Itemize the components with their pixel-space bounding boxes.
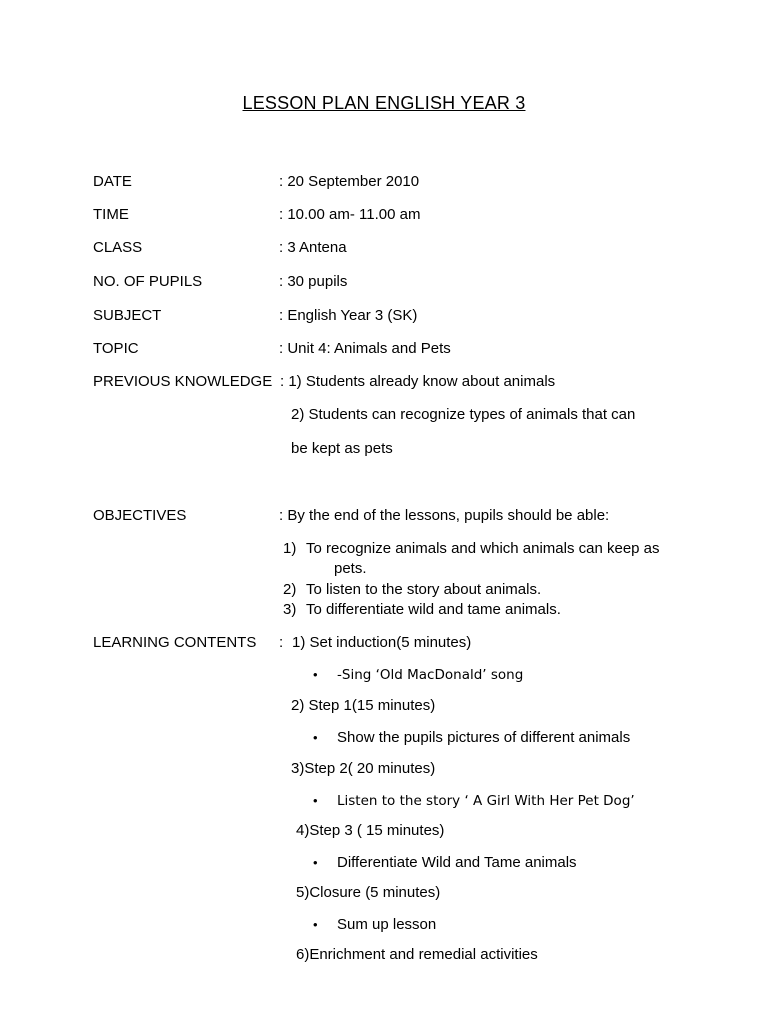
previous-knowledge-line-1: : 1) Students already know about animals [280,373,556,390]
field-label-subject: SUBJECT [93,307,162,324]
step-bullet: Listen to the story ‘ A Girl With Her Pet Dog’ [337,793,635,809]
field-label-date: DATE [93,173,132,190]
bullet-icon: • [313,730,318,745]
field-value-subject: : English Year 3 (SK) [279,307,418,324]
step-bullet: Sum up lesson [337,916,437,933]
objective-text: To listen to the story about animals. [306,581,542,598]
field-value-time: : 10.00 am- 11.00 am [279,206,421,223]
previous-knowledge-label: PREVIOUS KNOWLEDGE [93,373,273,390]
learning-contents-colon: : [279,634,284,651]
bullet-icon: • [313,917,318,932]
document-title: LESSON PLAN ENGLISH YEAR 3 [242,93,526,113]
objectives-intro: : By the end of the lessons, pupils should be able: [279,507,610,524]
previous-knowledge-line-3: be kept as pets [291,440,393,457]
bullet-icon: • [313,667,318,682]
step-heading: 3)Step 2( 20 minutes) [291,760,436,777]
field-label-time: TIME [93,206,129,223]
objective-number: 2) [283,581,297,598]
step-bullet: Show the pupils pictures of different animals [337,729,631,746]
field-label-pupils: NO. OF PUPILS [93,273,203,290]
step-heading: 4)Step 3 ( 15 minutes) [296,822,445,839]
field-value-date: : 20 September 2010 [279,173,420,190]
field-value-pupils: : 30 pupils [279,273,348,290]
objective-text-continued: pets. [334,560,367,577]
step-heading: 6)Enrichment and remedial activities [296,946,538,963]
objective-number: 1) [283,540,297,557]
step-bullet: Differentiate Wild and Tame animals [337,854,577,871]
bullet-icon: • [313,855,318,870]
bullet-icon: • [313,793,318,808]
step-heading: 2) Step 1(15 minutes) [291,697,436,714]
step-heading: 1) Set induction(5 minutes) [292,634,472,651]
learning-contents-label: LEARNING CONTENTS [93,634,257,651]
objectives-label: OBJECTIVES [93,507,187,524]
field-value-topic: : Unit 4: Animals and Pets [279,340,451,357]
previous-knowledge-line-2: 2) Students can recognize types of animals that can [291,406,636,423]
objective-text: To differentiate wild and tame animals. [306,601,561,618]
field-label-class: CLASS [93,239,143,256]
field-value-class: : 3 Antena [279,239,347,256]
field-label-topic: TOPIC [93,340,139,357]
objective-text: To recognize animals and which animals can keep as [306,540,660,557]
step-heading: 5)Closure (5 minutes) [296,884,441,901]
step-bullet: -Sing ‘Old MacDonald’ song [337,667,524,683]
objective-number: 3) [283,601,297,618]
